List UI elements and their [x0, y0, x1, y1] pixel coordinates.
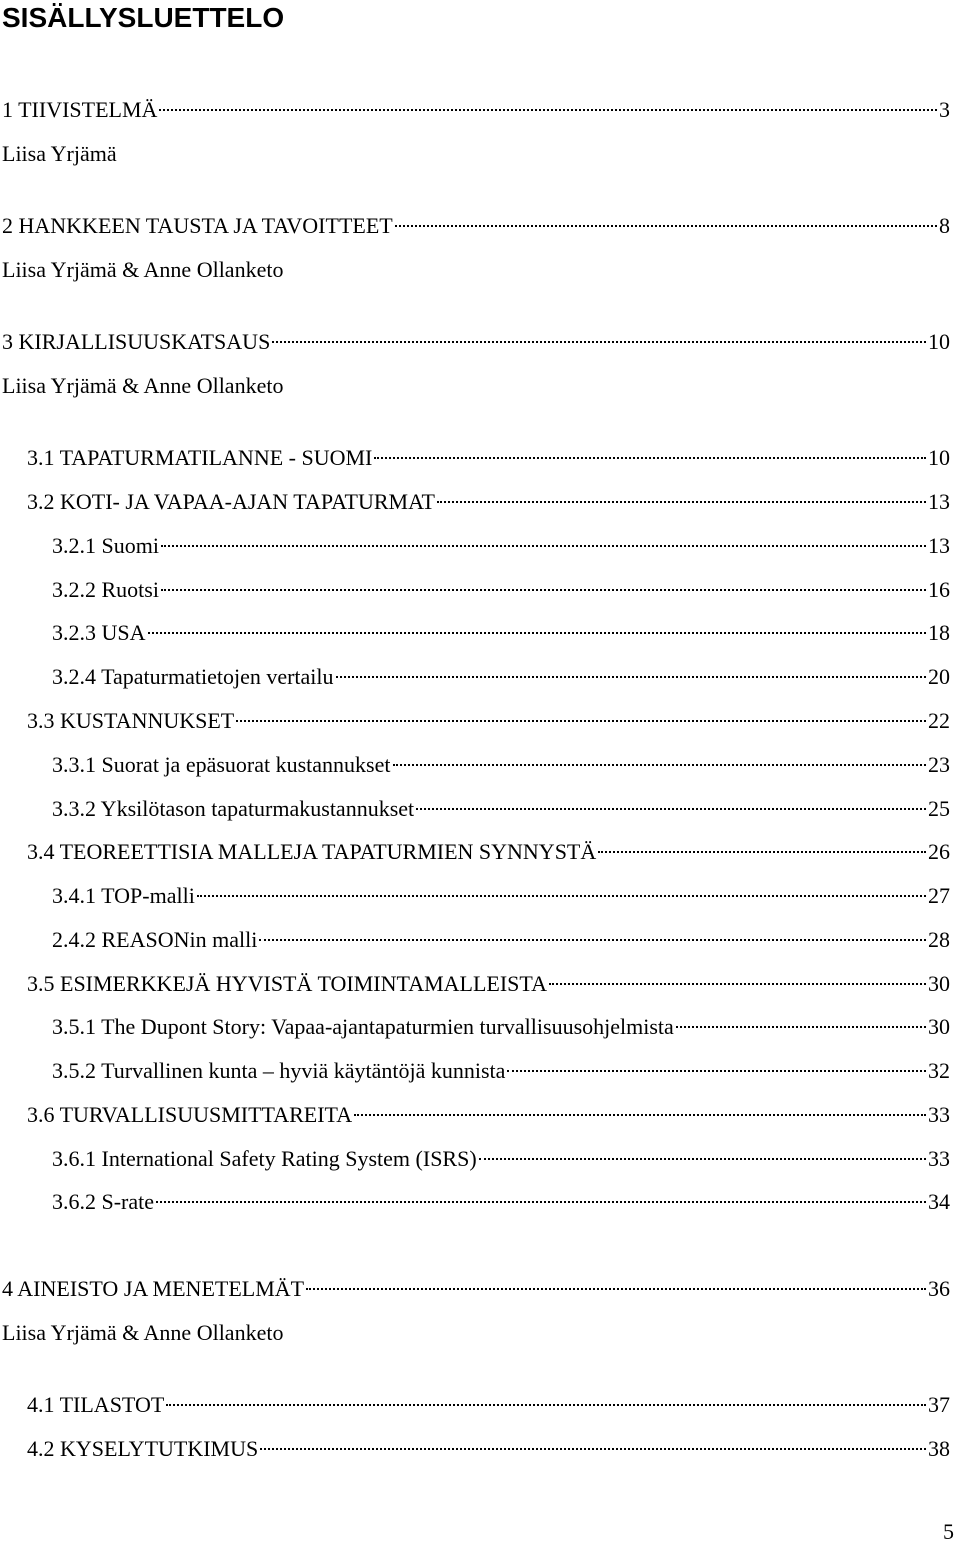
- toc-entry-page: 23: [928, 752, 950, 777]
- page-title: SISÄLLYSLUETTELO: [2, 2, 285, 33]
- author-line: Liisa Yrjämä & Anne Ollanketo: [2, 257, 284, 282]
- toc-entry-label: 2.4.2 REASONin malli: [52, 927, 258, 952]
- toc-entry-label: 3.5.1 The Dupont Story: Vapaa-ajantapaturmien turvallisuusohjelmista: [52, 1014, 674, 1039]
- toc-entry[interactable]: [27, 1434, 950, 1464]
- toc-entry-label: 3.5 ESIMERKKEJÄ HYVISTÄ TOIMINTAMALLEISTA: [27, 971, 547, 996]
- toc-leader: [260, 1448, 926, 1450]
- toc-leader: [272, 341, 926, 343]
- toc-entry-label: 3.4.1 TOP-malli: [52, 883, 195, 908]
- toc-leader: [197, 895, 926, 897]
- toc-leader: [159, 109, 937, 111]
- toc-entry-page: 22: [928, 708, 950, 733]
- toc-leader: [437, 501, 926, 503]
- toc-leader: [416, 808, 926, 810]
- page-number: 5: [943, 1519, 954, 1544]
- toc-entry-label: 3.5.2 Turvallinen kunta – hyviä käytäntöjä kunnista: [52, 1058, 506, 1083]
- toc-entry[interactable]: [52, 618, 950, 648]
- toc-leader: [156, 1201, 926, 1203]
- author-line: Liisa Yrjämä & Anne Ollanketo: [2, 373, 284, 398]
- toc-leader: [161, 545, 926, 547]
- toc-entry-page: 25: [928, 796, 950, 821]
- toc-entry-label: 3.2.4 Tapaturmatietojen vertailu: [52, 664, 334, 689]
- toc-entry-label: 3.1 TAPATURMATILANNE - SUOMI: [27, 445, 373, 470]
- toc-entry-page: 16: [928, 577, 950, 602]
- toc-entry-page: 30: [928, 971, 950, 996]
- toc-entry[interactable]: [52, 575, 950, 605]
- toc-entry-page: 36: [928, 1276, 950, 1301]
- toc-entry-page: 28: [928, 927, 950, 952]
- toc-entry[interactable]: [52, 750, 950, 780]
- toc-leader: [161, 589, 926, 591]
- toc-leader: [354, 1114, 926, 1116]
- toc-entry-page: 32: [928, 1058, 950, 1083]
- toc-entry[interactable]: [2, 211, 950, 241]
- toc-leader: [598, 851, 926, 853]
- toc-leader: [236, 720, 926, 722]
- toc-leader: [166, 1404, 926, 1406]
- toc-entry-label: 4.1 TILASTOT: [27, 1392, 165, 1417]
- toc-entry-label: 3.3.1 Suorat ja epäsuorat kustannukset: [52, 752, 391, 777]
- toc-entry-label: 2 HANKKEEN TAUSTA JA TAVOITTEET: [2, 213, 393, 238]
- toc-entry[interactable]: [52, 1012, 950, 1042]
- toc-entry-page: 33: [928, 1146, 950, 1171]
- toc-entry-label: 3.2.2 Ruotsi: [52, 577, 159, 602]
- toc-entry[interactable]: [27, 837, 950, 867]
- toc-entry[interactable]: [52, 662, 950, 692]
- toc-entry[interactable]: [52, 925, 950, 955]
- toc-leader: [393, 764, 927, 766]
- toc-entry[interactable]: [52, 794, 950, 824]
- toc-entry[interactable]: [52, 1144, 950, 1174]
- toc-entry[interactable]: [52, 531, 950, 561]
- toc-entry-label: 3.6.2 S-rate: [52, 1189, 155, 1214]
- toc-leader: [549, 983, 926, 985]
- toc-entry-page: 3: [939, 97, 950, 122]
- toc-entry[interactable]: [27, 487, 950, 517]
- toc-entry-label: 3.6 TURVALLISUUSMITTAREITA: [27, 1102, 353, 1127]
- toc-entry[interactable]: [27, 969, 950, 999]
- toc-entry-page: 13: [928, 489, 950, 514]
- toc-entry[interactable]: [27, 706, 950, 736]
- toc-entry-label: 3.4 TEOREETTISIA MALLEJA TAPATURMIEN SYNNYSTÄ: [27, 839, 597, 864]
- toc-entry[interactable]: [27, 443, 950, 473]
- toc-entry-label: 4 AINEISTO JA MENETELMÄT: [2, 1276, 305, 1301]
- toc-leader: [479, 1158, 926, 1160]
- toc-entry-label: 3.2.3 USA: [52, 620, 146, 645]
- toc-leader: [336, 676, 926, 678]
- toc-leader: [306, 1288, 926, 1290]
- toc-entry-page: 33: [928, 1102, 950, 1127]
- toc-entry[interactable]: [2, 95, 950, 125]
- toc-leader: [507, 1070, 926, 1072]
- toc-entry[interactable]: [27, 1390, 950, 1420]
- toc-entry-page: 26: [928, 839, 950, 864]
- toc-leader: [676, 1026, 926, 1028]
- toc-entry-label: 3.3.2 Yksilötason tapaturmakustannukset: [52, 796, 415, 821]
- toc-entry-page: 18: [928, 620, 950, 645]
- toc-entry[interactable]: [52, 881, 950, 911]
- author-line: Liisa Yrjämä: [2, 141, 117, 166]
- toc-entry-page: 30: [928, 1014, 950, 1039]
- toc-entry-label: 1 TIIVISTELMÄ: [2, 97, 158, 122]
- toc-entry-page: 13: [928, 533, 950, 558]
- toc-entry-page: 37: [928, 1392, 950, 1417]
- toc-entry-label: 3.3 KUSTANNUKSET: [27, 708, 235, 733]
- toc-entry-page: 34: [928, 1189, 950, 1214]
- toc-entry[interactable]: [2, 1274, 950, 1304]
- toc-entry-label: 3.2 KOTI- JA VAPAA-AJAN TAPATURMAT: [27, 489, 435, 514]
- author-line: Liisa Yrjämä & Anne Ollanketo: [2, 1320, 284, 1345]
- toc-entry-label: 3.6.1 International Safety Rating System (ISRS): [52, 1146, 477, 1171]
- toc-entry-page: 10: [928, 445, 950, 470]
- toc-leader: [374, 457, 926, 459]
- toc-leader: [259, 939, 926, 941]
- toc-entry[interactable]: [27, 1100, 950, 1130]
- toc-entry[interactable]: [2, 327, 950, 357]
- toc-entry-label: 4.2 KYSELYTUTKIMUS: [27, 1436, 259, 1461]
- toc-leader: [148, 632, 926, 634]
- toc-entry-page: 27: [928, 883, 950, 908]
- toc-entry-page: 20: [928, 664, 950, 689]
- toc-entry[interactable]: [52, 1056, 950, 1086]
- toc-leader: [395, 225, 937, 227]
- toc-entry-page: 8: [939, 213, 950, 238]
- toc-entry-label: 3 KIRJALLISUUSKATSAUS: [2, 329, 271, 354]
- toc-entry-page: 10: [928, 329, 950, 354]
- toc-entry[interactable]: [52, 1187, 950, 1217]
- toc-entry-page: 38: [928, 1436, 950, 1461]
- toc-entry-label: 3.2.1 Suomi: [52, 533, 159, 558]
